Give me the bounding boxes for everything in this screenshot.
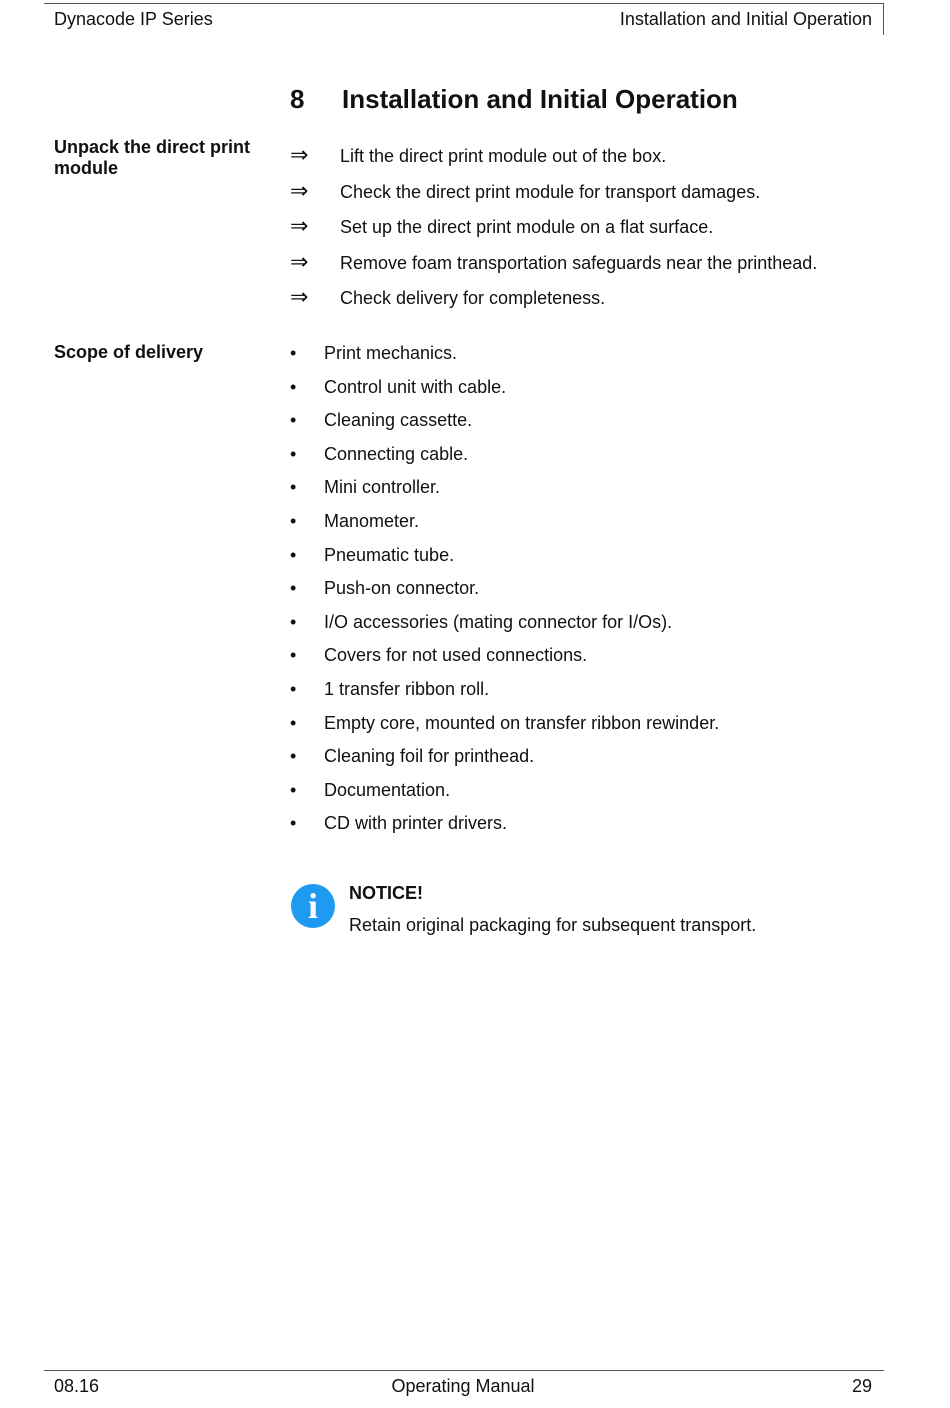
chapter-title: Installation and Initial Operation [342, 84, 738, 114]
list-item-text: Cleaning cassette. [324, 410, 473, 431]
unpack-steps-list [290, 141, 817, 319]
step-text: Remove foam transportation safeguards near the printhead. [340, 252, 818, 273]
bullet-icon: • [290, 578, 297, 599]
list-item [290, 641, 719, 675]
chapter-number: 8 [290, 84, 305, 114]
unpack-label: Unpack the direct print module [54, 137, 251, 178]
bullet-icon: • [290, 779, 297, 800]
header-section-name: Installation and Initial Operation [619, 9, 872, 29]
step-text: Check delivery for completeness. [340, 288, 606, 308]
list-item-text: 1 transfer ribbon roll. [324, 678, 490, 699]
list-item [290, 339, 719, 373]
list-item-text: Push-on connector. [324, 578, 480, 599]
footer-manual-title: Operating Manual [391, 1376, 535, 1396]
list-item-text: Covers for not used connections. [324, 645, 588, 666]
step-text: Check the direct print module for transport damages. [340, 181, 761, 202]
list-item-text: Pneumatic tube. [324, 544, 455, 565]
bullet-icon: • [290, 611, 297, 632]
list-item [290, 373, 719, 407]
list-item [290, 776, 719, 810]
list-item [290, 608, 719, 642]
footer-divider [44, 1370, 884, 1371]
bullet-icon: • [290, 410, 297, 431]
bullet-icon: • [290, 712, 297, 733]
bullet-icon: • [290, 376, 297, 397]
notice-text: Retain original packaging for subsequent transport. [349, 915, 757, 935]
step-text: Lift the direct print module out of the box. [340, 146, 667, 166]
bullet-icon: • [290, 343, 297, 363]
list-item-text: CD with printer drivers. [324, 813, 508, 834]
bullet-icon: • [290, 645, 297, 666]
footer-date: 08.16 [54, 1376, 100, 1396]
notice-title: NOTICE! [349, 883, 423, 903]
arrow-icon: ⇒ [290, 214, 309, 239]
info-icon: i [291, 884, 335, 928]
bullet-icon: • [290, 746, 297, 767]
header-series-name: Dynacode IP Series [54, 9, 213, 29]
header-corner-line [883, 3, 884, 35]
scope-list [290, 339, 719, 843]
list-item [290, 709, 719, 743]
step-item [290, 283, 817, 319]
header-divider [44, 3, 884, 4]
list-item-text: Documentation. [324, 779, 451, 800]
list-item-text: Empty core, mounted on transfer ribbon rewinder. [324, 712, 720, 733]
bullet-icon: • [290, 544, 297, 565]
list-item-text: I/O accessories (mating connector for I/Os). [324, 611, 673, 632]
list-item [290, 742, 719, 776]
chapter-heading [290, 84, 738, 115]
list-item-text: Cleaning foil for printhead. [324, 746, 535, 767]
bullet-icon: • [290, 510, 297, 531]
bullet-icon: • [290, 813, 297, 834]
list-item-text: Manometer. [324, 510, 420, 531]
arrow-icon: ⇒ [290, 143, 309, 168]
bullet-icon: • [290, 443, 297, 464]
list-item-text: Mini controller. [324, 477, 441, 498]
list-item [290, 507, 719, 541]
list-item [290, 675, 719, 709]
step-item [290, 141, 817, 177]
list-item [290, 473, 719, 507]
list-item [290, 440, 719, 474]
step-item [290, 212, 817, 248]
list-item-text: Control unit with cable. [324, 376, 507, 397]
bullet-icon: • [290, 477, 297, 498]
arrow-icon: ⇒ [290, 178, 309, 204]
page-number: 29 [851, 1376, 872, 1396]
arrow-icon: ⇒ [290, 285, 309, 310]
list-item-text: Connecting cable. [324, 443, 469, 464]
step-item [290, 177, 817, 213]
list-item-text: Print mechanics. [324, 343, 458, 363]
arrow-icon: ⇒ [290, 249, 309, 275]
step-item [290, 248, 817, 284]
bullet-icon: • [290, 678, 297, 699]
list-item [290, 809, 719, 843]
list-item [290, 541, 719, 575]
list-item [290, 406, 719, 440]
step-text: Set up the direct print module on a flat surface. [340, 217, 714, 237]
list-item [290, 574, 719, 608]
scope-label: Scope of delivery [54, 342, 204, 362]
